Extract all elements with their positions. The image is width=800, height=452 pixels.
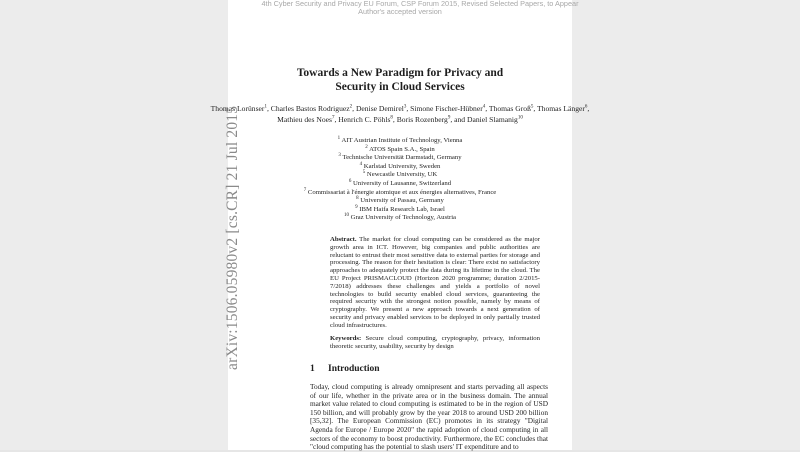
author (467, 115, 523, 124)
header-note-version: Author's accepted version (358, 7, 442, 16)
abstract-label: Abstract. (330, 236, 357, 243)
author-affiliation-mark: 10 (517, 114, 523, 120)
affiliation-item (198, 171, 602, 180)
author-name: Henrich C. Pöhls (338, 114, 391, 124)
author-affiliation-mark: 2 (349, 104, 353, 110)
affiliation-item (198, 189, 602, 198)
paper-title (198, 66, 602, 94)
affiliation-text: Commissariat à l'énergie atomique et aux énergies alternatives, France (306, 188, 497, 196)
author-name: Thomas Länger (537, 104, 585, 113)
affiliation-text: Graz University of Technology, Austria (348, 214, 457, 222)
keywords (330, 335, 540, 351)
author-name: Charles Bastos Rodriguez (270, 104, 350, 113)
author-affiliation-mark: 1 (264, 104, 267, 110)
affiliation-number: 2 (365, 144, 368, 150)
affiliation-item (198, 214, 602, 223)
keywords-text: Secure cloud computing, cryptography, privacy, information theoretic security, usability, security by design (330, 335, 540, 350)
left-margin (0, 0, 228, 450)
author-name: Thomas Lorünser (210, 104, 265, 113)
affiliation-text: Newcastle University, UK (365, 171, 438, 179)
paper-page (210, 0, 590, 452)
affiliation-number: 3 (338, 152, 341, 158)
affiliation-number: 8 (356, 195, 359, 201)
author-affiliation-mark: 4 (482, 104, 486, 110)
author (356, 104, 406, 113)
affiliation-item (198, 180, 602, 189)
title-line-1: Towards a New Paradigm for Privacy and (296, 67, 504, 79)
affiliation-text: IBM Haifa Research Lab, Israel (357, 205, 445, 213)
affiliation-text: Technische Universität Darmstadt, Germany (340, 154, 462, 162)
arxiv-stamp: arXiv:1506.05980v2 [cs.CR] 21 Jul 2015 (224, 105, 241, 370)
author-affiliation-mark: 3 (403, 104, 407, 110)
author (397, 115, 451, 124)
author-name: Thomas Groß (488, 104, 531, 113)
right-margin (572, 0, 800, 450)
author-affiliation-mark: 5 (530, 104, 534, 110)
section-title: Introduction (328, 364, 380, 374)
affiliation-list (198, 137, 602, 223)
affiliation-text: ATOS Spain S.A., Spain (367, 145, 435, 153)
affiliation-number: 9 (355, 204, 358, 210)
abstract-text: The market for cloud computing can be considered as the major growth area in ICT. However, big companies and public authorities are reluctant to entrust their most sensitive data to external parties for storage and processing. The reason for their hesitation is clear: There exist no satisfactory approaches to adequately protect the data during its lifetime in the cloud. The EU Project PRISMACLOUD (Horizon 2020 programme; duration 2/2015-7/2018) addresses these challenges and yields a portfolio of novel technologies to build security enabled cloud services, guaranteeing the required security with the strongest notion possible, namely by means of cryptography. We present a new approach towards a next generation of security and privacy enabled services to be deployed in only partially trusted cloud infrastructures. (330, 236, 540, 329)
header-note-venue: 4th Cyber Security and Privacy EU Forum, CSP Forum 2015, Revised Selected Papers, to Appear (261, 0, 579, 8)
author (338, 115, 393, 124)
author (410, 104, 485, 113)
author-name: Daniel Slamanig (467, 114, 518, 124)
author-affiliation-mark: 6 (584, 104, 588, 110)
author-name: Mathieu des Noes (277, 114, 332, 124)
abstract (330, 236, 540, 330)
author-affiliation-mark: 7 (332, 114, 335, 120)
title-line-2: Security in Cloud Services (335, 81, 465, 93)
intro-paragraph: Today, cloud computing is already omnipresent and starts pervading all aspects of our life, whether in the private area or in the business domain. The annual market value related to cloud computing is estimated to be in the region of USD 150 billion, and will probably grow by the year 2018 to around USD 200 billion [35,32]. The European Commission (EC) promotes in its strategy "Digital Agenda for Europe / Europe 2020" the rapid adoption of cloud computing in all sectors of the economy to boost productivity. Furthermore, the EC concludes that "cloud computing has the potential to slash users' IT expenditure and to (310, 382, 548, 452)
affiliation-item (198, 137, 602, 146)
author (277, 115, 334, 124)
keywords-label: Keywords: (330, 335, 362, 342)
author (489, 104, 533, 113)
affiliation-number: 10 (343, 213, 349, 219)
author-name: Boris Rozenberg (396, 114, 448, 124)
affiliation-number: 6 (348, 178, 352, 184)
author-name: Simone Fischer-Hübner (410, 104, 483, 113)
author (271, 104, 352, 113)
affiliation-text: University of Passau, Germany (358, 197, 444, 205)
author-affiliation-mark: 8 (390, 114, 393, 120)
affiliation-item (198, 146, 602, 155)
affiliation-text: University of Lausanne, Switzerland (351, 179, 452, 187)
affiliation-number: 5 (362, 170, 366, 176)
affiliation-number: 4 (359, 161, 363, 167)
affiliation-text: Karlstad University, Sweden (362, 162, 441, 170)
author-affiliation-mark: 9 (447, 114, 451, 120)
affiliation-number: 1 (337, 135, 341, 141)
author-list: Thomas Lorünser$^1$, Charles Bastos Rodriguez$^2$, Denise Demirel$^3$, Simone Fischer-Hübner$^4$, Thomas Groß$^5$, Thomas Länger$^6$, Mathieu des Noes$^7$, Henrich C. Pöhls$^8$, Boris Rozenberg$^9$, and Daniel Slamanig$^{10}$ (210, 104, 590, 124)
affiliation-text: AIT Austrian Institute of Technology, Vienna (340, 137, 463, 144)
author-name: Denise Demirel (355, 104, 404, 113)
affiliation-item (198, 197, 602, 206)
affiliation-item (198, 154, 602, 163)
affiliation-number: 7 (303, 187, 307, 193)
section-number: 1 (310, 364, 315, 374)
author (537, 104, 587, 113)
